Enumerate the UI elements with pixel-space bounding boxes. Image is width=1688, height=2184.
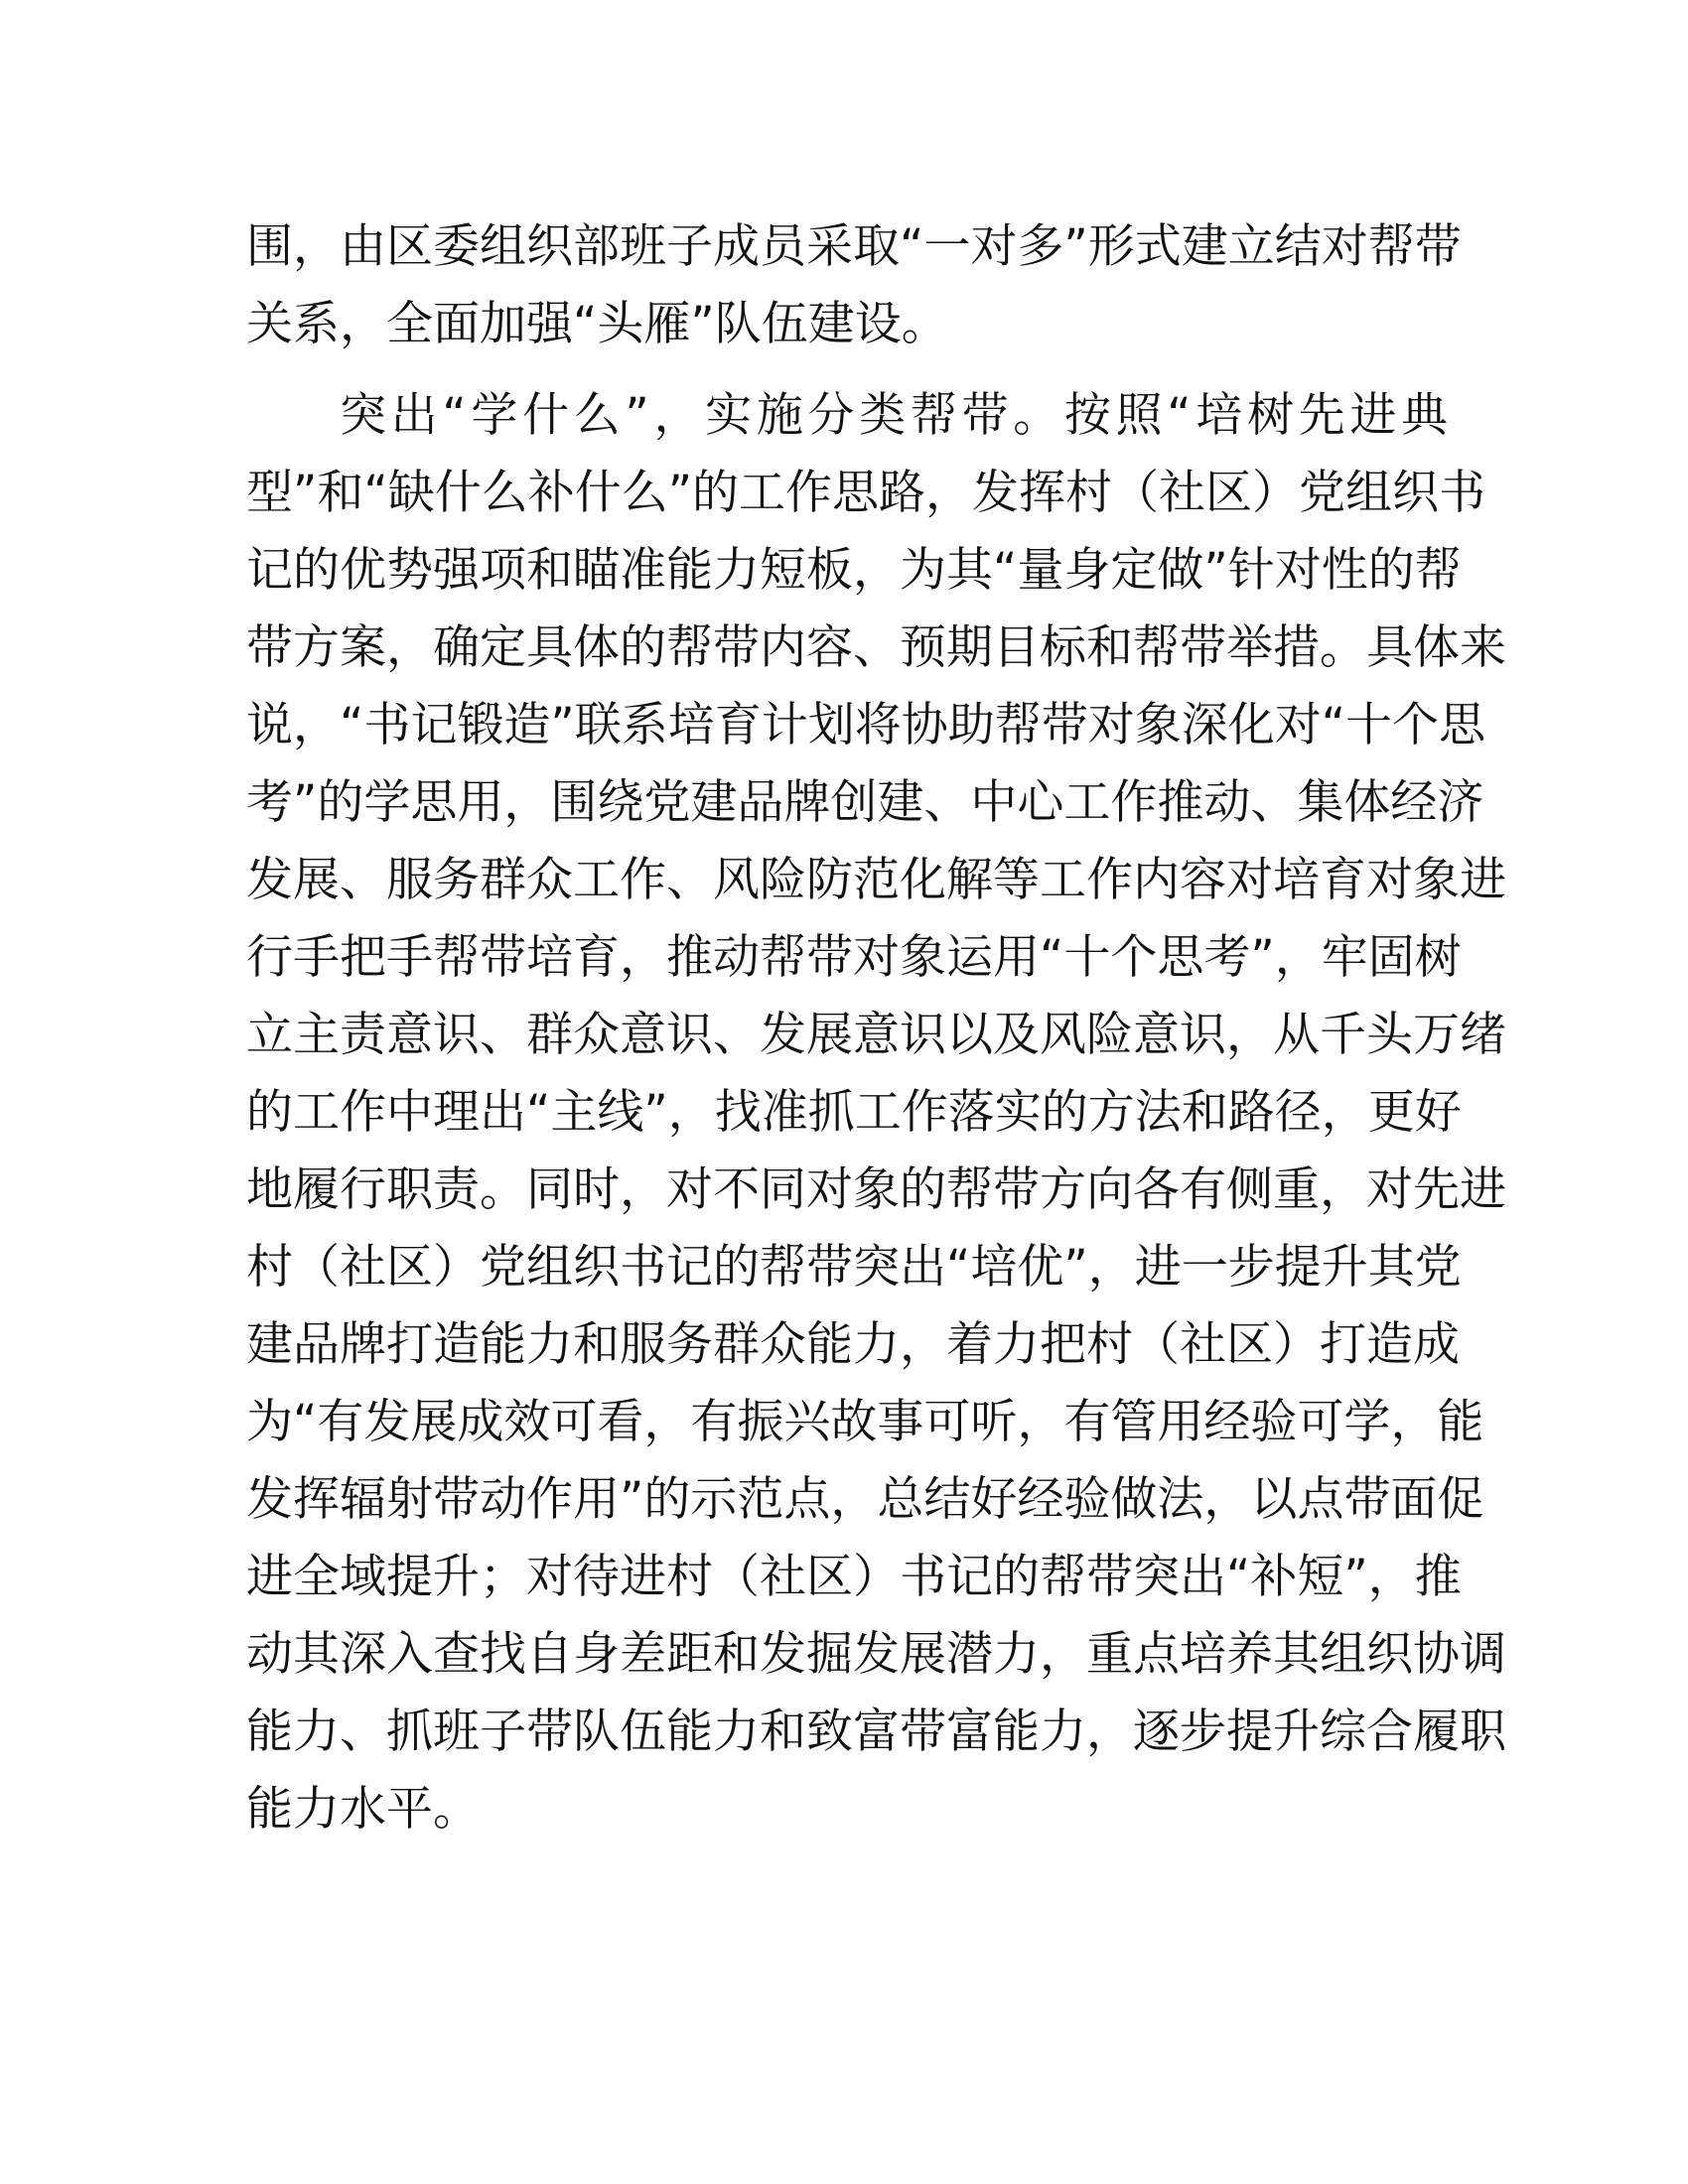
text-line: 能力水平。 bbox=[246, 1782, 480, 1837]
text-line: 说，“书记锻造”联系培育计划将协助帮带对象深化对“十个思 bbox=[246, 698, 1486, 752]
body-text bbox=[246, 208, 1506, 1848]
text-line: 行手把手帮带培育，推动帮带对象运用“十个思考”，牢固树 bbox=[246, 930, 1462, 985]
text-line: 动其深入查找自身差距和发掘发展潜力，重点培养其组织协调 bbox=[246, 1627, 1506, 1682]
text-line: 围，由区委组织部班子成员采取“一对多”形式建立结对帮带 bbox=[246, 219, 1462, 274]
text-line: 地履行职责。同时，对不同对象的帮带方向各有侧重，对先进 bbox=[246, 1162, 1506, 1217]
text-line: 能力、抓班子带队伍能力和致富带富能力，逐步提升综合履职 bbox=[246, 1705, 1506, 1759]
text-line: 带方案，确定具体的帮带内容、预期目标和帮带举措。具体来 bbox=[246, 620, 1506, 675]
text-line: 为“有发展成效可看，有振兴故事可听，有管用经验可学，能 bbox=[246, 1395, 1484, 1449]
text-line: 型”和“缺什么补什么”的工作思路，发挥村（社区）党组织书 bbox=[246, 466, 1486, 520]
paragraph-2 bbox=[246, 377, 1506, 1848]
text-line: 建品牌打造能力和服务群众能力，着力把村（社区）打造成 bbox=[246, 1317, 1460, 1372]
text-line: 突出“学什么”，实施分类帮带。按照“培树先进典 bbox=[340, 388, 1448, 443]
text-line: 进全域提升；对待进村（社区）书记的帮带突出“补短”，推 bbox=[246, 1550, 1462, 1604]
text-line: 考”的学思用，围绕党建品牌创建、中心工作推动、集体经济 bbox=[246, 775, 1484, 830]
text-line: 村（社区）党组织书记的帮带突出“培优”，进一步提升其党 bbox=[246, 1240, 1462, 1295]
text-line: 发挥辐射带动作用”的示范点，总结好经验做法，以点带面促 bbox=[246, 1472, 1484, 1527]
paragraph-1 bbox=[246, 208, 1462, 363]
text-line: 立主责意识、群众意识、发展意识以及风险意识，从千头万绪 bbox=[246, 1008, 1506, 1062]
text-line: 关系，全面加强“头雁”队伍建设。 bbox=[246, 297, 948, 351]
text-line: 发展、服务群众工作、风险防范化解等工作内容对培育对象进 bbox=[246, 853, 1506, 907]
paragraph-spacer bbox=[246, 363, 1448, 377]
text-line: 记的优势强项和瞄准能力短板，为其“量身定做”针对性的帮 bbox=[246, 543, 1462, 598]
text-line: 的工作中理出“主线”，找准抓工作落实的方法和路径，更好 bbox=[246, 1085, 1462, 1140]
